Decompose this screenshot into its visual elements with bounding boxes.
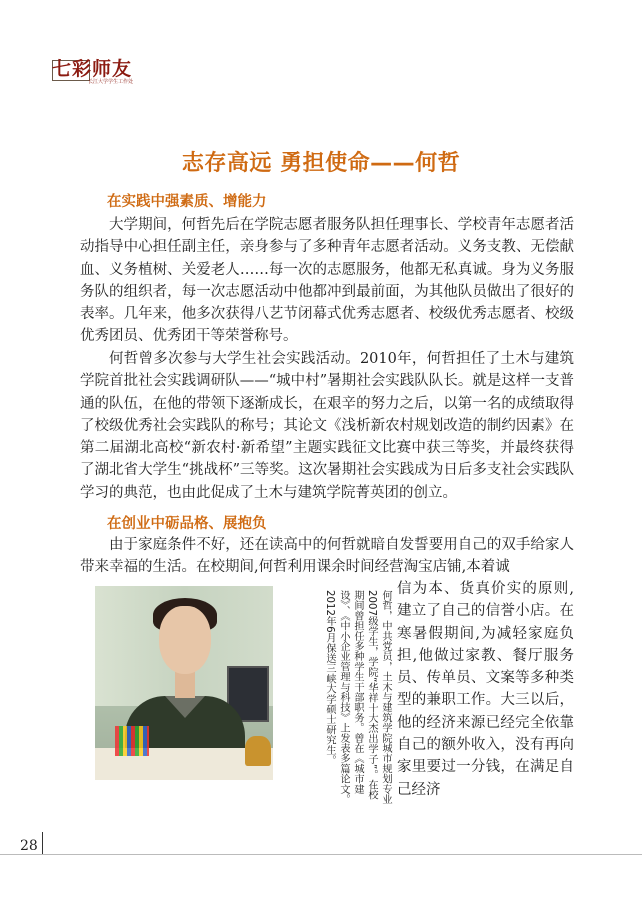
- paragraph-volunteer: 大学期间，何哲先后在学院志愿者服务队担任理事长、学校青年志愿者活动指导中心担任副主任，亲身参与了多种青年志愿者活动。义务支教、无偿献血、义务植树、关爱老人……每一次的志愿服务，他都无私真诚。身为义务服务队的组织者，每一次志愿活动中他都冲到最前面，为其他队员做出了很好的表率。几年来，他多次获得八艺节闭幕式优秀志愿者、校级优秀志愿者、校级优秀团员、优秀团干等荣誉称号。: [80, 217, 574, 345]
- photo-pens: [115, 726, 149, 756]
- section-heading-entrepreneurship: 在创业中砺品格、展抱负: [107, 516, 267, 532]
- portrait-photo: [95, 586, 273, 780]
- photo-caption: 何哲，中共党员，土木与建筑学院城市规划专业2007级学生，学院“华祥十大杰出学子”。在校期间曾担任多种学生干部职务。曾在《城市建设》、《中小企业管理与科技》上发表多篇论文。2012年6月保送三峡大学硕士研究生。: [324, 590, 391, 805]
- footer-vertical-rule: [42, 832, 43, 854]
- paragraph-entrepreneurship-start: 由于家庭条件不好，还在读高中的何哲就暗自发誓要用自己的双手给家人带来幸福的生活。在校期间,何哲利用课余时间经营淘宝店铺,本着诚: [80, 537, 574, 576]
- photo-neck: [175, 670, 195, 698]
- paragraph-social-practice: 何哲曾多次参与大学生社会实践活动。2010年，何哲担任了土木与建筑学院首批社会实践调研队——“城中村”暑期社会实践队队长。就是这样一支普通的队伍，在他的带领下逐渐成长，在艰辛的努力之后，以第一名的成绩取得了校级优秀社会实践队的称号；其论文《浅析新农村规划改造的制约因素》在第二届湖北高校“新农村·新希望”主题实践征文比赛中获三等奖，并最终获得了湖北省大学生“挑战杯”三等奖。这次暑期社会实践成为日后多支社会实践队学习的典范，也由此促成了土木与建筑学院菁英团的创立。: [80, 351, 574, 501]
- logo-text: 七彩师友: [52, 58, 133, 80]
- photo-face: [159, 606, 211, 674]
- paragraph-entrepreneurship-wrap: 信为本、货真价实的原则,建立了自己的信誉小店。在寒暑假期间,为减轻家庭负担,他做过家教、餐厅服务员、传单员、文案等多种类型的兼职工作。大三以后，他的经济来源已经完全依靠自己的额外收入，没有再向家里要过一分钱，在满足自己经济: [397, 581, 574, 798]
- page-number: 28: [20, 838, 38, 854]
- photo-ornament: [245, 736, 271, 766]
- article-title: 志存高远 勇担使命——何哲: [181, 151, 461, 176]
- footer-horizontal-rule: [0, 854, 642, 855]
- logo-subtitle: 长江大学学生工作处: [88, 79, 134, 85]
- magazine-logo: [52, 58, 132, 84]
- section-heading-practice: 在实践中强素质、增能力: [107, 194, 267, 210]
